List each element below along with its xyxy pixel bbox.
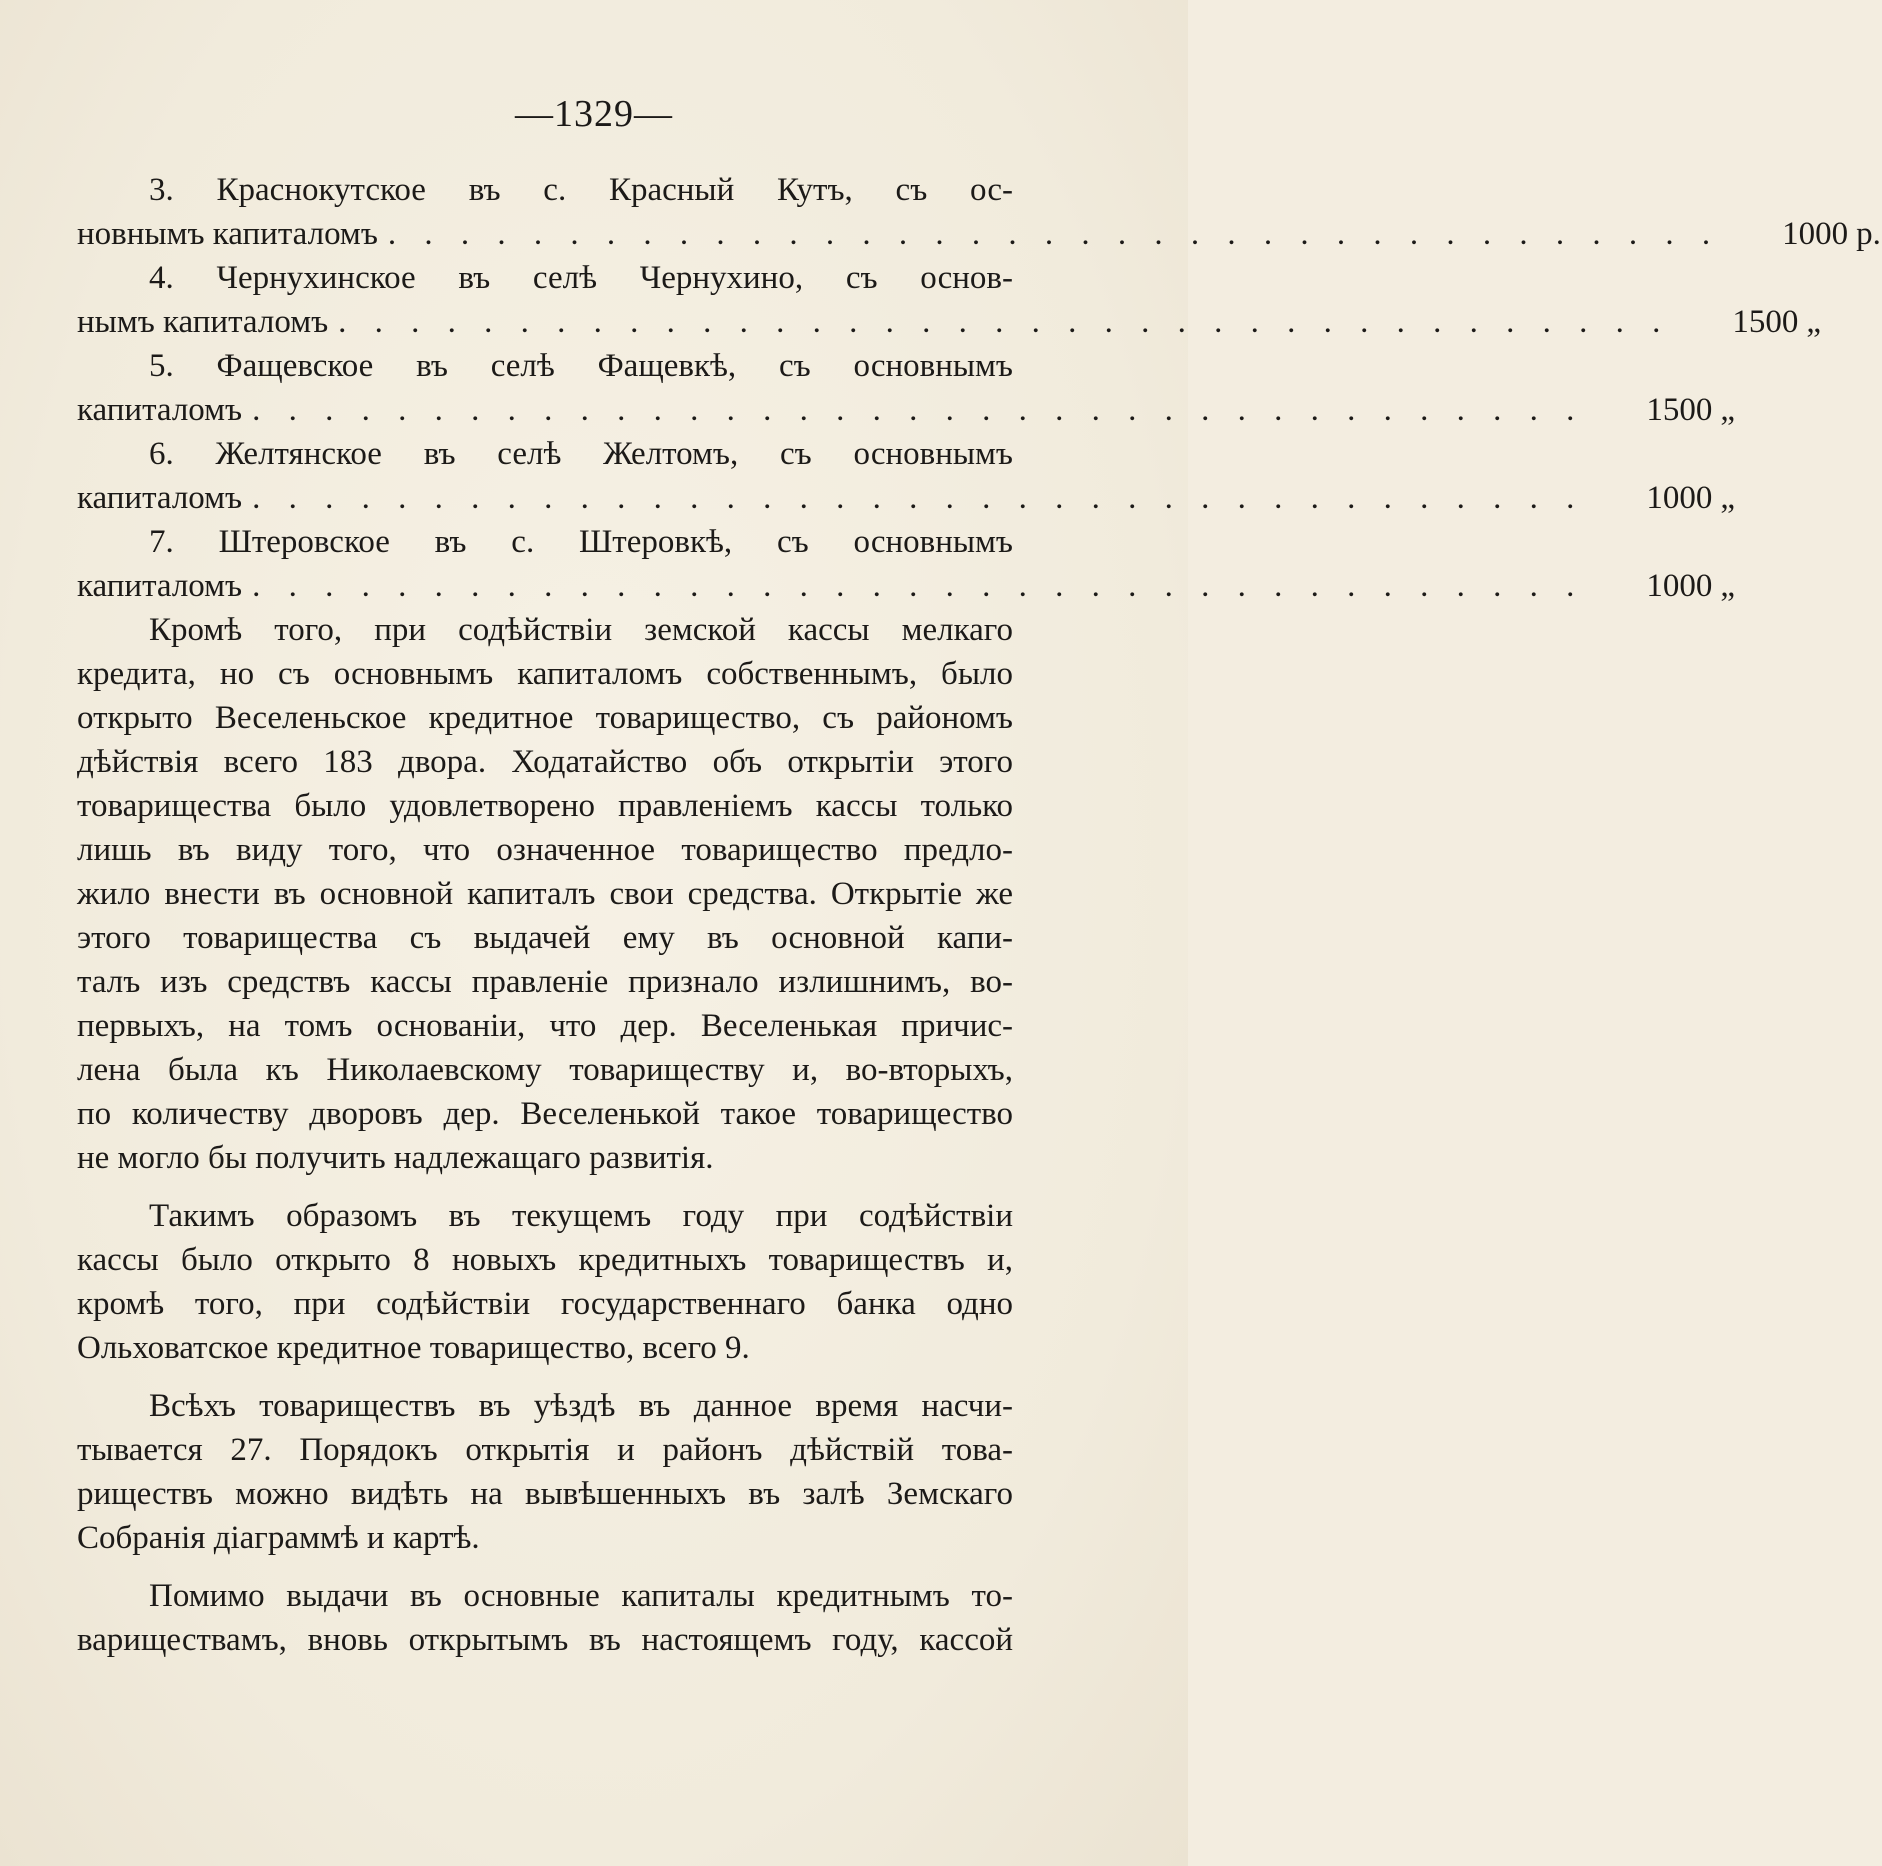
text-line: кромѣ того, при содѣйствіи государственнаго банка одно	[77, 1286, 1013, 1322]
list-item-first-line: 5. Фащевское въ селѣ Фащевкѣ, съ основнымъ	[149, 348, 1013, 384]
list-item-first-line: 7. Штеровское въ с. Штеровкѣ, съ основнымъ	[149, 524, 1013, 560]
dot-leader: . . . . . . . . . . . . . . . . . . . . . . . . . . . . . . . . . . . . .	[252, 392, 1585, 428]
list-item-first-line: 3. Краснокутское въ с. Красный Кутъ, съ ос-	[149, 172, 1013, 208]
text-line: жило внести въ основной капиталъ свои средства. Открытіе же	[77, 876, 1013, 912]
text-line: открыто Веселеньское кредитное товарищество, съ райономъ	[77, 700, 1013, 736]
list-item-amount-line	[77, 300, 1822, 344]
list-item-first-line: 4. Чернухинское въ селѣ Чернухино, съ основ-	[149, 260, 1013, 296]
text-line: тывается 27. Порядокъ открытія и районъ дѣйствій това-	[77, 1432, 1013, 1468]
paragraph	[77, 1194, 1013, 1370]
dot-leader: . . . . . . . . . . . . . . . . . . . . . . . . . . . . . . . . . . . . .	[387, 216, 1721, 252]
list-item	[77, 520, 1736, 608]
list-item-unit: „	[1720, 392, 1736, 428]
text-line: Такимъ образомъ въ текущемъ году при содѣйствіи	[149, 1198, 1013, 1234]
list-item-unit: р.	[1856, 216, 1881, 252]
list-item	[77, 432, 1736, 520]
text-line: не могло бы получить надлежащаго развитія.	[77, 1140, 714, 1176]
text-line: товарищества было удовлетворено правленіемъ кассы только	[77, 788, 1013, 824]
text-line: вариществамъ, вновь открытымъ въ настоящемъ году, кассой	[77, 1622, 1013, 1658]
paragraph	[77, 1574, 1013, 1662]
list-item-continuation: новнымъ капиталомъ	[77, 216, 378, 252]
dot-leader: . . . . . . . . . . . . . . . . . . . . . . . . . . . . . . . . . . . . .	[338, 304, 1671, 340]
list-item	[77, 344, 1736, 432]
list-item-continuation: капиталомъ	[77, 392, 243, 428]
list-item	[77, 256, 1822, 344]
list-item-amount-line	[77, 564, 1736, 608]
text-line: Всѣхъ товариществъ въ уѣздѣ въ данное время насчи-	[149, 1388, 1013, 1424]
list-item-amount: 1000	[1646, 480, 1713, 516]
list-item-amount-line	[77, 388, 1736, 432]
dot-leader: . . . . . . . . . . . . . . . . . . . . . . . . . . . . . . . . . . . . .	[252, 480, 1585, 516]
text-line: Помимо выдачи въ основные капиталы кредитнымъ то-	[149, 1578, 1013, 1614]
list-item-amount-line	[77, 476, 1736, 520]
text-line: Кромѣ того, при содѣйствіи земской кассы мелкаго	[149, 612, 1013, 648]
text-line: талъ изъ средствъ кассы правленіе признало излишнимъ, во-	[77, 964, 1013, 1000]
list-item	[77, 168, 1881, 256]
text-line: лишь въ виду того, что означенное товарищество предло-	[77, 832, 1013, 868]
page-number: —1329—	[515, 93, 673, 135]
text-line: кредита, но съ основнымъ капиталомъ собственнымъ, было	[77, 656, 1013, 692]
list-item-first-line: 6. Желтянское въ селѣ Желтомъ, съ основнымъ	[149, 436, 1013, 472]
text-line: первыхъ, на томъ основаніи, что дер. Веселенькая причис-	[77, 1008, 1013, 1044]
list-item-unit: „	[1720, 480, 1736, 516]
text-line: этого товарищества съ выдачей ему въ основной капи-	[77, 920, 1013, 956]
list-item-amount: 1000	[1782, 216, 1849, 252]
list-item-unit: „	[1806, 304, 1822, 340]
dot-leader: . . . . . . . . . . . . . . . . . . . . . . . . . . . . . . . . . . . . .	[252, 568, 1585, 604]
text-line: риществъ можно видѣть на вывѣшенныхъ въ залѣ Земскаго	[77, 1476, 1013, 1512]
list-item-amount: 1000	[1646, 568, 1713, 604]
text-line: Собранія діаграммѣ и картѣ.	[77, 1520, 480, 1556]
text-line: по количеству дворовъ дер. Веселенькой такое товарищество	[77, 1096, 1013, 1132]
list-item-unit: „	[1720, 568, 1736, 604]
page-text	[77, 168, 1881, 1662]
list-item-amount: 1500	[1646, 392, 1713, 428]
list-item-amount: 1500	[1732, 304, 1799, 340]
list-item-amount-line	[77, 212, 1881, 256]
text-line: лена была къ Николаевскому товариществу и, во-вторыхъ,	[77, 1052, 1013, 1088]
text-line: кассы было открыто 8 новыхъ кредитныхъ товариществъ и,	[77, 1242, 1013, 1278]
paragraph	[77, 1384, 1013, 1560]
text-line: Ольховатское кредитное товарищество, всего 9.	[77, 1330, 750, 1366]
text-line: дѣйствія всего 183 двора. Ходатайство объ открытіи этого	[77, 744, 1013, 780]
list-item-continuation: нымъ капиталомъ	[77, 304, 329, 340]
list-item-continuation: капиталомъ	[77, 480, 243, 516]
list-item-continuation: капиталомъ	[77, 568, 243, 604]
paragraph	[77, 608, 1013, 1180]
